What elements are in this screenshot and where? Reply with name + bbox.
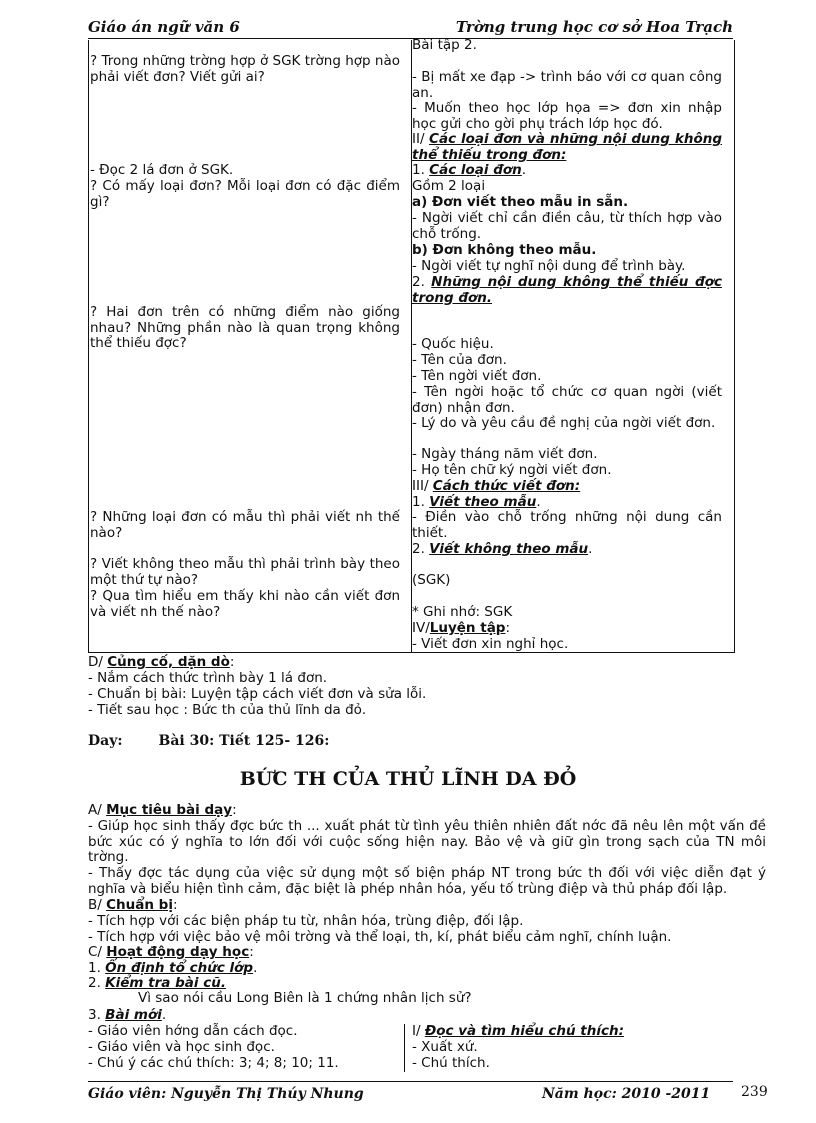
page-number: 239 — [741, 1084, 768, 1100]
section-c-heading: C/ Hoạt động dạy học: — [88, 944, 254, 960]
footer-year: Năm học: 2010 -2011 — [542, 1086, 711, 1102]
footer-rule — [88, 1081, 733, 1082]
left-question-4: ? Hai đơn trên có những điểm nào giống nhau? Những phần nào là quan trọng không thể thiếu đợc? — [90, 304, 400, 352]
right-type-a: a) Đơn viết theo mẫu in sẵn. — [412, 194, 629, 210]
right-practice: - Viết đơn xin nghỉ học. — [412, 636, 569, 652]
day-label: Day: — [88, 733, 123, 749]
section-a-heading: A/ Mục tiêu bài dạy: — [88, 802, 237, 818]
right-type-a-desc: - Ngời viết chỉ cần điền câu, từ thích hợp vào chỗ trống. — [412, 210, 722, 242]
header-rule — [88, 38, 733, 39]
section-c-divider — [404, 1024, 405, 1072]
right-item-4: - Tên ngời hoặc tổ chức cơ quan ngời (viết đơn) nhận đơn. — [412, 384, 722, 416]
right-item-7: - Họ tên chữ ký ngời viết đơn. — [412, 462, 612, 478]
section-c-2: 2. Kiểm tra bài cũ. — [88, 975, 226, 991]
right-heading-iii-2: 2. Viết không theo mẫu. — [412, 541, 593, 557]
section-c-left-1: - Giáo viên hớng dẫn cách đọc. — [88, 1023, 298, 1039]
section-c-left-2: - Giáo viên và học sinh đọc. — [88, 1039, 275, 1055]
right-type-b-desc: - Ngời viết tự nghĩ nội dung để trình bày. — [412, 258, 686, 274]
right-two-types: Gồm 2 loại — [412, 178, 486, 194]
lesson-label: Bài 30: Tiết 125- 126: — [158, 733, 330, 749]
section-a-paragraph-2: - Thấy đợc tác dụng của việc sử dụng một số biện pháp NT trong bức th đối với việc diễn đạt ý nghĩa và biểu hiện tình cảm, đặc biệt là phép nhân hóa, yếu tố trùng điệp và thủ pháp đối lập. — [88, 865, 766, 897]
left-question-2: - Đọc 2 lá đơn ở SGK. — [90, 162, 234, 178]
page-header — [88, 18, 733, 38]
left-question-5: ? Những loại đơn có mẫu thì phải viết nh thế nào? — [90, 509, 400, 541]
header-right: Trờng trung học cơ sở Hoa Trạch — [455, 18, 733, 36]
section-d-item-1: - Nắm cách thức trình bày 1 lá đơn. — [88, 670, 328, 686]
left-question-6: ? Viết không theo mẫu thì phải trình bày theo một thứ tự nào? — [90, 556, 400, 588]
section-b-item-2: - Tích hợp với việc bảo vệ môi trờng và thể loại, th, kí, phát biểu cảm nghĩ, chính luận. — [88, 929, 672, 945]
section-d-heading: D/ Củng cố, dặn dò: — [88, 654, 235, 670]
right-heading-iii-1: 1. Viết theo mẫu. — [412, 494, 541, 510]
right-heading-1: 1. Các loại đơn. — [412, 162, 527, 178]
section-a-paragraph-1: - Giúp học sinh thấy đợc bức th ... xuất phát từ tình yêu thiên nhiên đất nớc đã nêu lên một vấn đề bức xúc có ý nghĩa to lớn đối với cuộc sống hiện nay. Bảo vệ và giữ gìn trong sạch của TN môi trờng. — [88, 818, 766, 866]
section-b-heading: B/ Chuẩn bị: — [88, 897, 178, 913]
right-item-2: - Tên của đơn. — [412, 352, 507, 368]
left-question-1: ? Trong những trờng hợp ở SGK trờng hợp nào phải viết đơn? Viết gửi ai? — [90, 53, 400, 85]
right-type-b: b) Đơn không theo mẫu. — [412, 242, 597, 258]
section-c-right-2: - Chú thích. — [412, 1055, 490, 1071]
header-left: Giáo án ngữ văn 6 — [88, 18, 240, 36]
right-item-1: - Quốc hiệu. — [412, 336, 494, 352]
section-c-right-1: - Xuất xứ. — [412, 1039, 478, 1055]
left-question-3: ? Có mấy loại đơn? Mỗi loại đơn có đặc điểm gì? — [90, 178, 400, 210]
right-item-3: - Tên ngời viết đơn. — [412, 368, 542, 384]
section-b-item-1: - Tích hợp với các biện pháp tu từ, nhân hóa, trùng điệp, đối lập. — [88, 913, 524, 929]
right-item-5: - Lý do và yêu cầu đề nghị của ngời viết đơn. — [412, 415, 716, 431]
day-line — [88, 733, 365, 749]
right-answer-2: - Muốn theo học lớp họa => đơn xin nhập học gửi cho gời phụ trách lớp học đó. — [412, 100, 722, 132]
section-c-2-question: Vì sao nói cầu Long Biên là 1 chứng nhân lịch sử? — [138, 990, 472, 1006]
lesson-title: BỨC TH CỦA THỦ LĨNH DA ĐỎ — [239, 768, 577, 790]
right-answer-1: - Bị mất xe đạp -> trình báo với cơ quan công an. — [412, 69, 722, 101]
section-c-3: 3. Bài mới. — [88, 1007, 167, 1023]
left-question-7: ? Qua tìm hiểu em thấy khi nào cần viết đơn và viết nh thế nào? — [90, 588, 400, 620]
section-c-left-3: - Chú ý các chú thích: 3; 4; 8; 10; 11. — [88, 1055, 339, 1071]
right-heading-iv: IV/Luyện tập: — [412, 620, 511, 636]
right-ghi-nho: * Ghi nhớ: SGK — [412, 604, 513, 620]
section-d-item-3: - Tiết sau học : Bức th của thủ lĩnh da đỏ. — [88, 702, 367, 718]
right-sgk: (SGK) — [412, 572, 451, 588]
right-heading-2: 2. Những nội dung không thể thiếu đợc trong đơn. — [412, 274, 722, 306]
section-d-item-2: - Chuẩn bị bài: Luyện tập cách viết đơn và sửa lỗi. — [88, 686, 427, 702]
right-heading-iii: III/ Cách thức viết đơn: — [412, 478, 581, 494]
section-c-right-heading: I/ Đọc và tìm hiểu chú thích: — [412, 1023, 625, 1039]
section-c-1: 1. Ổn định tổ chức lớp. — [88, 960, 258, 976]
footer-teacher: Giáo viên: Nguyễn Thị Thúy Nhung — [88, 1086, 364, 1102]
right-heading-ii: II/ Các loại đơn và những nội dung không thể thiếu trong đơn: — [412, 131, 722, 163]
right-fill-blanks: - Điền vào chỗ trống những nội dung cần thiết. — [412, 509, 722, 541]
right-item-6: - Ngày tháng năm viết đơn. — [412, 446, 598, 462]
right-exercise-2: Bài tập 2. — [412, 37, 477, 53]
